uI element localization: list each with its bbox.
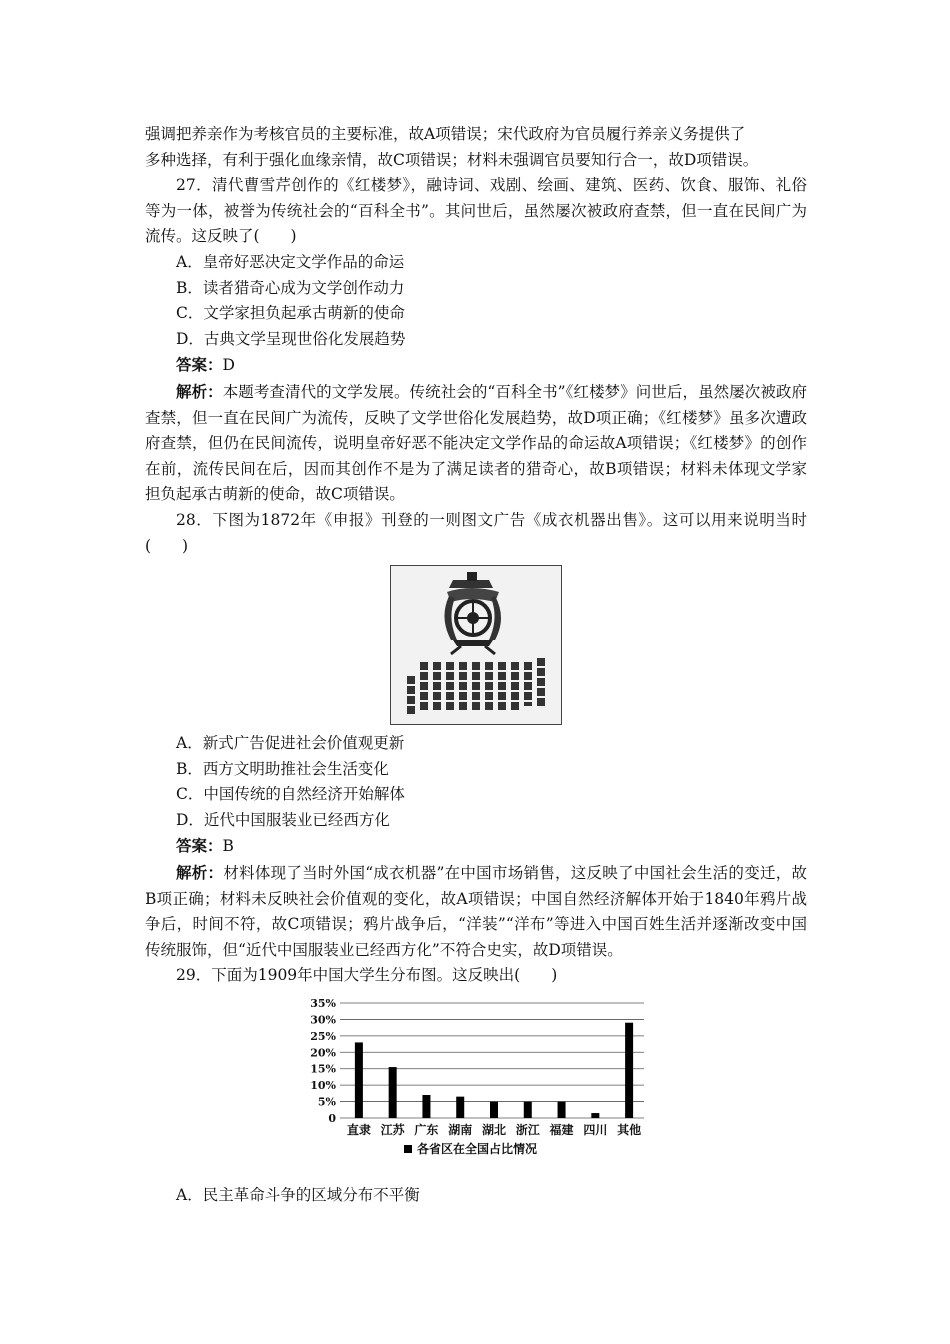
x-tick-label: 其他 xyxy=(617,1123,642,1138)
answer-value: B xyxy=(222,837,234,856)
answer-value: D xyxy=(222,356,235,375)
bar xyxy=(524,1102,532,1118)
x-tick-label: 湖北 xyxy=(481,1123,507,1138)
analysis-label: 解析： xyxy=(176,381,223,401)
q27-answer xyxy=(145,352,807,379)
advertisement-figure xyxy=(145,565,807,725)
legend-label: 各省区在全国占比情况 xyxy=(417,1142,538,1157)
bar xyxy=(456,1097,464,1118)
text-line: 多种选择，有利于强化血缘亲情，故C项错误；材料未强调官员要知行合一，故D项错误。 xyxy=(145,150,759,169)
bar xyxy=(490,1102,498,1118)
answer-label: 答案： xyxy=(176,836,223,856)
y-tick-label: 10% xyxy=(310,1079,336,1093)
legend-swatch xyxy=(404,1145,412,1153)
q28-option-a: A．新式广告促进社会价值观更新 xyxy=(176,734,405,753)
university-student-chart xyxy=(145,993,807,1173)
y-tick-label: 15% xyxy=(310,1062,336,1076)
q27-analysis xyxy=(145,379,807,508)
question-29-stem: 29．下面为1909年中国大学生分布图。这反映出( ) xyxy=(176,966,558,985)
analysis-text: 本题考查清代的文学发展。传统社会的“百科全书”《红楼梦》问世后，虽然屡次被政府查禁，但一直在民间广为流传，反映了文学世俗化发展趋势，故D项正确；《红楼梦》虽多次遭政府查禁，但仍在民间流传，说明皇帝好恶不能决定文学作品的命运故A项错误；《红楼梦》的创作在前，流传民间在后，因而其创作不是为了满足读者的猎奇心，故B项错误；材料未体现文学家担负起承古萌新的使命，故C项错误。 xyxy=(145,382,807,504)
bar-chart xyxy=(296,993,656,1173)
q27-option-a: A．皇帝好恶决定文学作品的命运 xyxy=(176,252,405,271)
bar xyxy=(625,1023,633,1118)
q28-option-c: C．中国传统的自然经济开始解体 xyxy=(176,785,405,804)
y-tick-label: 5% xyxy=(317,1095,336,1109)
q29-option-a: A．民主革命斗争的区域分布不平衡 xyxy=(176,1186,420,1205)
q28-option-d: D．近代中国服装业已经西方化 xyxy=(176,810,390,829)
x-tick-label: 福建 xyxy=(549,1123,574,1138)
bar xyxy=(355,1042,363,1118)
y-tick-label: 30% xyxy=(310,1013,336,1027)
x-tick-label: 广东 xyxy=(414,1123,439,1138)
sewing-machine-ad-image xyxy=(390,565,562,725)
analysis-label: 解析： xyxy=(176,863,224,883)
q27-option-c: C．文学家担负起承古萌新的使命 xyxy=(176,304,405,323)
y-tick-label: 20% xyxy=(310,1046,336,1060)
q28-answer xyxy=(145,833,807,860)
x-tick-label: 直隶 xyxy=(346,1123,371,1138)
text-line: 强调把养亲作为考核官员的主要标准，故A项错误；宋代政府为官员履行养亲义务提供了 xyxy=(145,125,746,143)
question-27-stem: 27．清代曹雪芹创作的《红楼梦》，融诗词、戏剧、绘画、建筑、医药、饮食、服饰、礼俗等为一体，被誉为传统社会的“百科全书”。其问世后，虽然屡次被政府查禁，但一直在民间广为流传。这反映了( ) xyxy=(145,176,807,246)
q27-option-b: B．读者猎奇心成为文学创作动力 xyxy=(176,278,405,297)
bar xyxy=(389,1067,397,1118)
bar xyxy=(558,1102,566,1118)
q28-option-b: B．西方文明助推社会生活变化 xyxy=(176,759,389,778)
answer-label: 答案： xyxy=(176,355,223,375)
bar xyxy=(422,1095,430,1118)
sewing-machine-illustration xyxy=(391,566,561,724)
document-page xyxy=(145,122,807,1209)
x-tick-label: 四川 xyxy=(583,1123,608,1138)
x-tick-label: 江苏 xyxy=(380,1123,405,1138)
bar xyxy=(591,1113,599,1118)
x-tick-label: 湖南 xyxy=(448,1123,473,1138)
q28-analysis xyxy=(145,860,807,963)
x-tick-label: 浙江 xyxy=(515,1123,540,1138)
question-28-stem: 28．下图为1872年《申报》刊登的一则图文广告《成衣机器出售》。这可以用来说明当时( ) xyxy=(145,510,807,555)
y-tick-label: 0 xyxy=(328,1112,336,1126)
y-tick-label: 35% xyxy=(310,997,336,1011)
analysis-text: 材料体现了当时外国“成衣机器”在中国市场销售，这反映了中国社会生活的变迁，故B项正确；材料未反映社会价值观的变化，故A项错误；中国自然经济解体开始于1840年鸦片战争后，时间不符，故C项错误；鸦片战争后，“洋装”“洋布”等进入中国百姓生活并逐渐改变中国传统服饰，但“近代中国服装业已经西方化”不符合史实，故D项错误。 xyxy=(145,864,807,959)
q27-option-d: D．古典文学呈现世俗化发展趋势 xyxy=(176,329,406,348)
y-tick-label: 25% xyxy=(310,1029,336,1043)
